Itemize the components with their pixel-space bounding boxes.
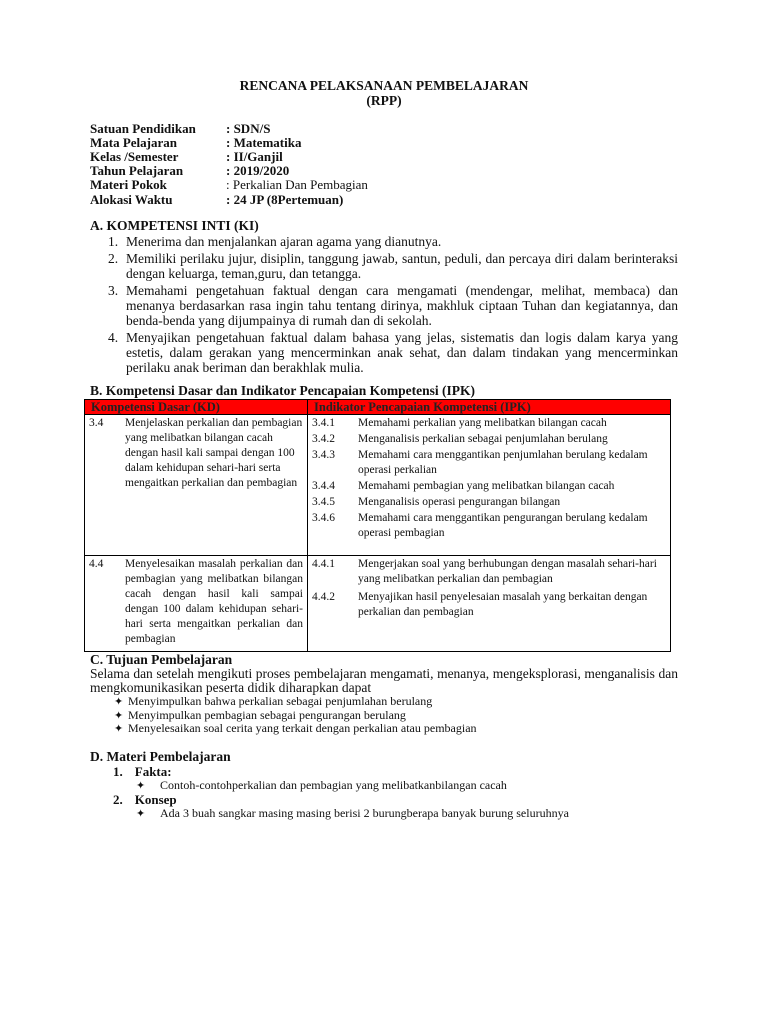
section-a-heading: A. KOMPETENSI INTI (KI) — [90, 218, 259, 233]
list-item — [108, 330, 678, 375]
identity-value: : II/Ganjil — [226, 149, 283, 164]
list-text: Memahami pengetahuan faktual dengan cara mengamati (mendengar, melihat, membaca) dan menanya berdasarkan rasa ingin tahu tentang dirinya, makhluk ciptaan Tuhan dan kegiatannya, dan benda-benda yang dijumpainya di rumah dan di sekolah. — [126, 283, 678, 328]
kd-text: Menyelesaikan masalah perkalian dan pembagian yang melibatkan bilangan cacah dengan hasil kali sampai dengan 100 dalam kehidupan sehari-hari serta mengaitkan perkalian dan pembagian — [125, 558, 303, 645]
list-item — [114, 721, 477, 736]
ipk-number: 4.4.1 — [312, 558, 335, 570]
list-text: Memiliki perilaku jujur, disiplin, tanggung jawab, santun, peduli, dan percaya diri dalam berinteraksi dengan keluarga, teman,guru, dan tetangga. — [126, 251, 678, 281]
ipk-number: 3.4.1 — [312, 417, 335, 429]
ipk-text: Menganalisis operasi pengurangan bilangan — [358, 496, 561, 508]
bullet-star-icon: ✦ — [136, 808, 146, 820]
ipk-number: 3.4.6 — [312, 512, 335, 524]
ipk-item — [312, 448, 666, 478]
ipk-number: 3.4.4 — [312, 480, 335, 492]
ipk-item — [312, 557, 666, 587]
kd-text: Menjelaskan perkalian dan pembagian yang melibatkan bilangan cacah dengan hasil kali sampai dengan 100 dalam kehidupan sehari-hari serta mengaitkan perkalian dan pembagian — [125, 417, 303, 489]
ipk-number: 3.4.3 — [312, 449, 335, 461]
identity-value: : Matematika — [226, 135, 302, 150]
list-item — [114, 694, 432, 709]
sub-label: Konsep — [134, 792, 177, 807]
bullet-star-icon: ✦ — [114, 696, 124, 708]
section-b-heading: B. Kompetensi Dasar dan Indikator Pencapaian Kompetensi (IPK) — [90, 383, 476, 398]
document-subtitle: (RPP) — [366, 93, 402, 108]
ipk-cell — [308, 556, 671, 652]
bullet-text: Menyimpulkan bahwa perkalian sebagai penjumlahan berulang — [128, 694, 433, 708]
ipk-text: Memahami pembagian yang melibatkan bilangan cacah — [358, 480, 615, 492]
kd-number: 3.4 — [89, 417, 104, 429]
ipk-text: Menyajikan hasil penyelesaian masalah yang berkaitan dengan perkalian dan pembagian — [358, 591, 648, 618]
kd-cell — [85, 415, 308, 556]
bullet-text: Contoh-contohperkalian dan pembagian yang melibatkanbilangan cacah — [160, 778, 507, 792]
ipk-text: Menganalisis perkalian sebagai penjumlahan berulang — [358, 433, 608, 445]
ipk-text: Mengerjakan soal yang berhubungan dengan masalah sehari-hari yang melibatkan perkalian dan pembagian — [358, 558, 657, 585]
bullet-text: Menyimpulkan pembagian sebagai pengurangan berulang — [128, 708, 406, 722]
identity-value: : Perkalian Dan Pembagian — [226, 177, 368, 192]
bullet-star-icon: ✦ — [114, 723, 124, 735]
ipk-item — [312, 479, 666, 494]
list-item — [108, 283, 678, 328]
kd-number: 4.4 — [89, 558, 104, 570]
bullet-star-icon: ✦ — [114, 710, 124, 722]
section-d-heading: D. Materi Pembelajaran — [90, 749, 231, 764]
identity-value: : 2019/2020 — [226, 163, 290, 178]
bullet-text: Ada 3 buah sangkar masing masing berisi 2 burungberapa banyak burung seluruhnya — [160, 806, 569, 820]
ki-list — [108, 234, 678, 377]
ipk-item — [312, 432, 666, 447]
identity-value: : SDN/S — [226, 121, 271, 136]
list-item — [136, 778, 507, 793]
table-row — [85, 415, 671, 556]
list-number: 2. — [108, 251, 119, 266]
kd-cell — [85, 556, 308, 652]
identity-label: Materi Pokok — [90, 177, 167, 192]
ipk-number: 3.4.2 — [312, 433, 335, 445]
ipk-number: 3.4.5 — [312, 496, 335, 508]
list-number: 1. — [108, 234, 119, 249]
section-c-heading: C. Tujuan Pembelajaran — [90, 652, 233, 667]
list-text: Menyajikan pengetahuan faktual dalam bahasa yang jelas, sistematis dan logis dalam karya yang estetis, dalam gerakan yang mencerminkan anak sehat, dan dalam tindakan yang mencerminkan perilaku anak beriman dan berakhlak mulia. — [126, 330, 678, 375]
ipk-item — [312, 590, 666, 620]
sub-number: 1. — [113, 764, 123, 779]
table-header-row — [85, 400, 671, 415]
bullet-text: Menyelesaikan soal cerita yang terkait dengan perkalian atau pembagian — [128, 721, 477, 735]
identity-label: Alokasi Waktu — [90, 192, 173, 207]
identity-value: : 24 JP (8Pertemuan) — [226, 192, 344, 207]
section-c-intro: Selama dan setelah mengikuti proses pembelajaran mengamati, menanya, mengeksplorasi, menganalisis dan mengkomunikasikan peserta didik diharapkan dapat — [90, 666, 678, 695]
bullet-star-icon: ✦ — [136, 780, 146, 792]
ipk-number: 4.4.2 — [312, 591, 335, 603]
ipk-item — [312, 416, 666, 431]
ipk-item — [312, 495, 666, 510]
identity-label: Tahun Pelajaran — [90, 163, 184, 178]
identity-label: Satuan Pendidikan — [90, 121, 196, 136]
ipk-text: Memahami cara menggantikan pengurangan berulang kedalam operasi pembagian — [358, 512, 648, 539]
ipk-item — [312, 511, 666, 541]
list-number: 4. — [108, 330, 119, 345]
identity-label: Mata Pelajaran — [90, 135, 178, 150]
list-item — [108, 234, 678, 249]
list-number: 3. — [108, 283, 119, 298]
ipk-text: Memahami perkalian yang melibatkan bilangan cacah — [358, 417, 607, 429]
ipk-cell — [308, 415, 671, 556]
sub-number: 2. — [113, 792, 123, 807]
list-item — [108, 251, 678, 281]
list-item — [136, 806, 569, 821]
document-title: RENCANA PELAKSANAAN PEMBELAJARAN — [239, 78, 529, 93]
ipk-text: Memahami cara menggantikan penjumlahan berulang kedalam operasi perkalian — [358, 449, 648, 476]
identity-label: Kelas /Semester — [90, 149, 179, 164]
kd-ipk-table — [84, 399, 671, 652]
sub-label: Fakta: — [134, 764, 172, 779]
column-header-kd: Kompetensi Dasar (KD) — [85, 400, 308, 415]
column-header-ipk: Indikator Pencapaian Kompetensi (IPK) — [308, 400, 671, 415]
table-row — [85, 556, 671, 652]
list-text: Menerima dan menjalankan ajaran agama yang dianutnya. — [126, 234, 442, 249]
